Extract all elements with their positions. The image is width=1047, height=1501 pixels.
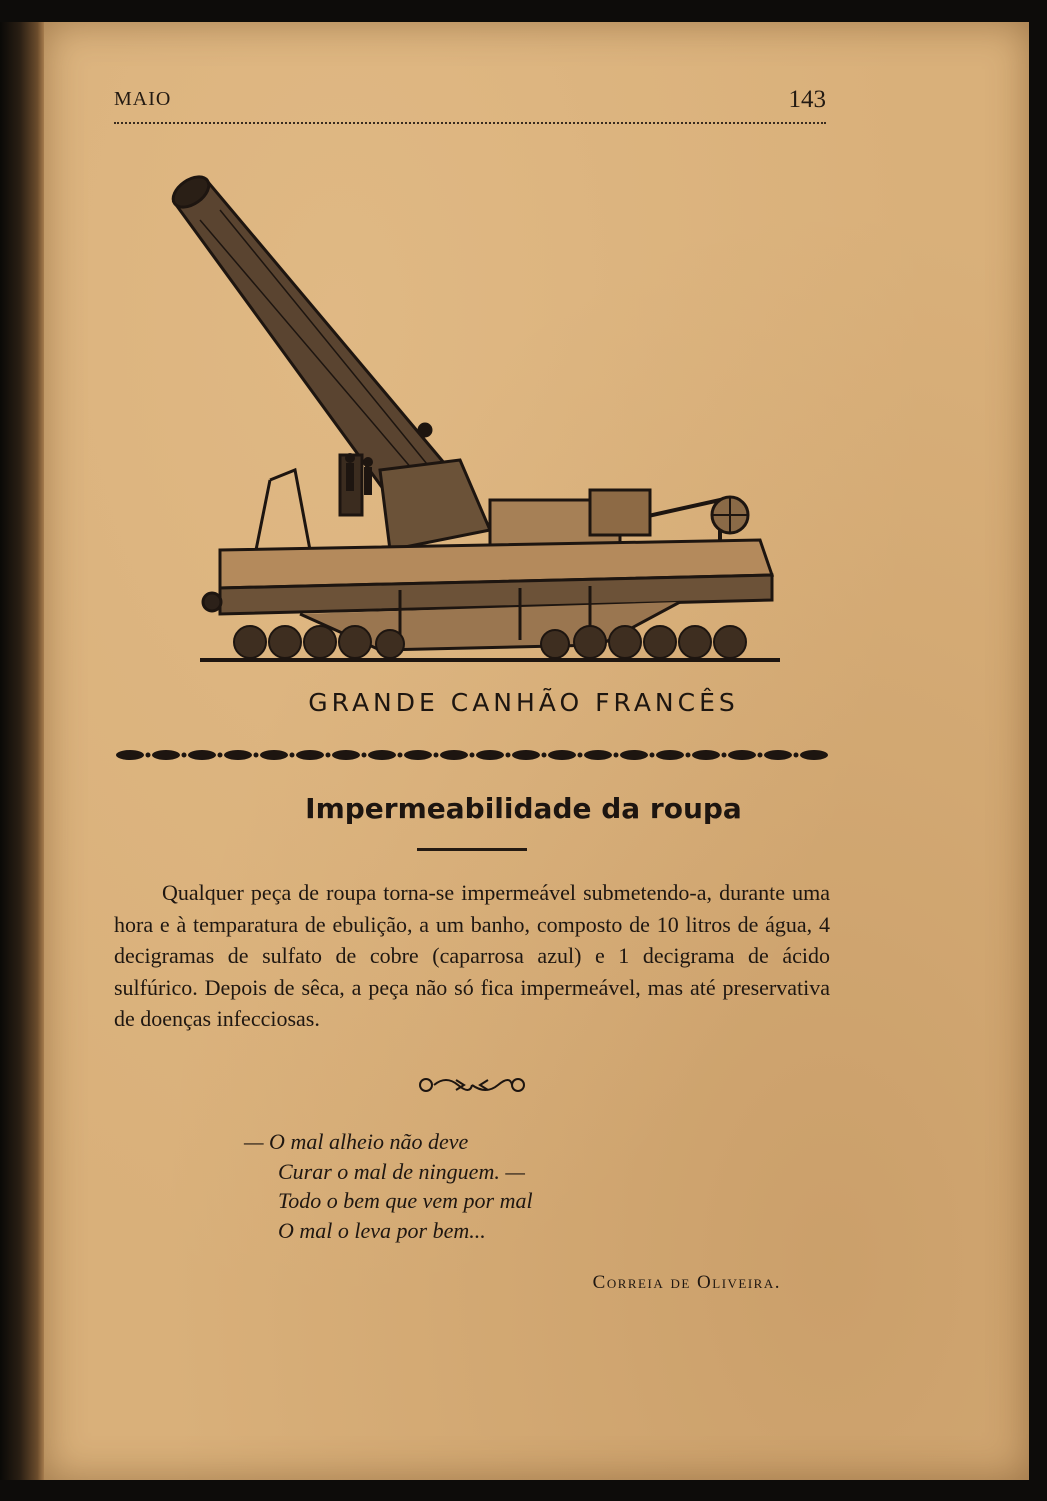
poem-line: Curar o mal de ninguem. — xyxy=(278,1158,525,1184)
ornamental-border xyxy=(112,746,832,764)
title-rule xyxy=(417,848,527,851)
header-rule xyxy=(114,122,826,124)
poem-line: — O mal alheio não deve xyxy=(244,1129,469,1154)
article-title: Impermeabilidade da roupa xyxy=(305,792,742,825)
header-month: MAIO xyxy=(114,88,172,110)
page-number: 143 xyxy=(788,86,826,113)
illustration-caption: GRANDE CANHÃO FRANCÊS xyxy=(308,688,739,717)
article-body xyxy=(114,877,830,1035)
running-header xyxy=(114,86,826,126)
poem xyxy=(244,1127,533,1245)
book-spine xyxy=(0,22,44,1480)
flourish-ornament xyxy=(416,1070,528,1100)
poem-author: Correia de Oliveira. xyxy=(592,1272,781,1293)
railway-gun-icon xyxy=(160,170,790,675)
poem-line: O mal o leva por bem... xyxy=(278,1217,486,1243)
article-paragraph: Qualquer peça de roupa torna-se impermeável submetendo-a, durante uma hora e à temparatura de ebulição, a um banho, composto de 10 litros de água, 4 decigramas de sulfato de cobre (caparrosa azul) e 1 decigrama de ácido sulfúrico. Depois de sêca, a peça não só fica impermeável, mas até preservativa de doenças infecciosas. xyxy=(114,880,830,1031)
poem-line: Todo o bem que vem por mal xyxy=(278,1188,533,1213)
